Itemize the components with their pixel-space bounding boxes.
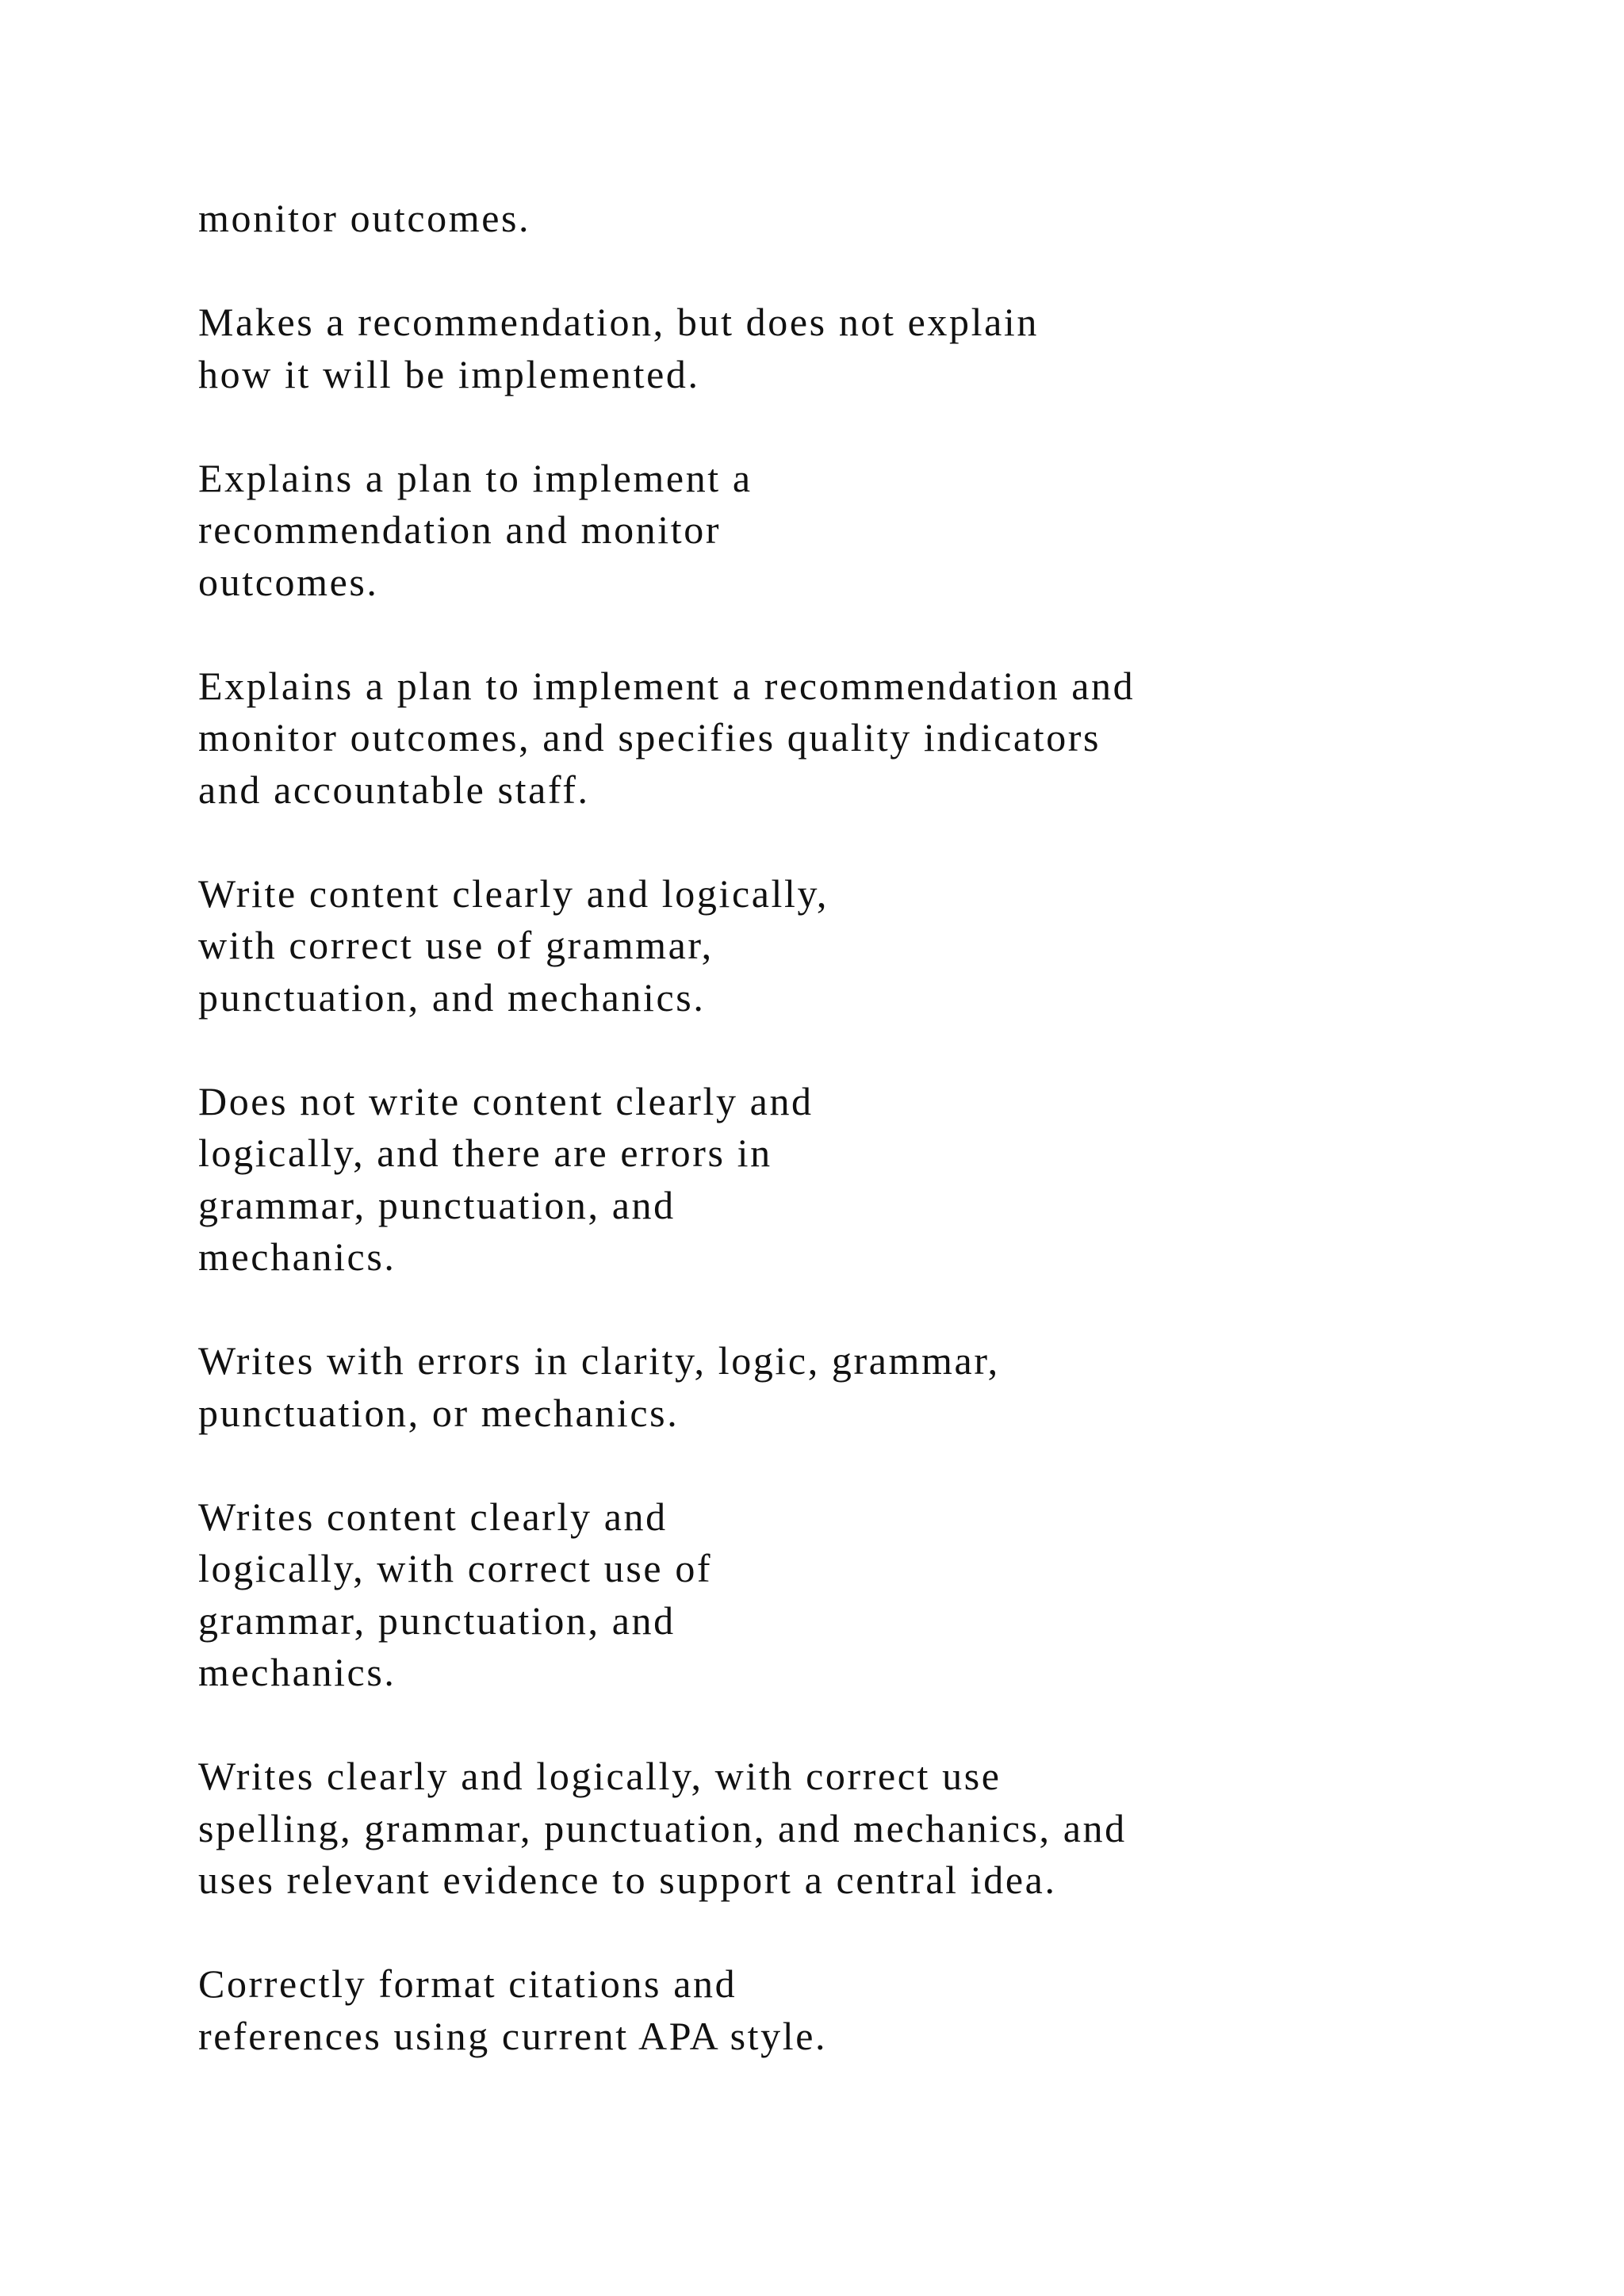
text-line: Explains a plan to implement a [198,455,753,500]
text-line: Makes a recommendation, but does not explain [198,300,1039,344]
text-line: Explains a plan to implement a recommendation and [198,663,1136,708]
paragraph-10 [198,1958,1546,2062]
text-line: logically, with correct use of [198,1546,713,1590]
paragraph-6 [198,1076,1546,1284]
paragraph-2 [198,297,1546,400]
paragraph-1 [198,193,1546,245]
paragraph-9 [198,1751,1546,1907]
text-line: and accountable staff. [198,767,590,812]
text-line: Writes with errors in clarity, logic, grammar, [198,1338,1000,1383]
text-line: Correctly format citations and [198,1961,737,2006]
paragraph-5 [198,868,1546,1024]
text-line: Write content clearly and logically, [198,871,829,916]
text-line: monitor outcomes, and specifies quality indicators [198,715,1101,760]
text-line: Writes clearly and logically, with correct use [198,1754,1002,1798]
text-line: references using current APA style. [198,2013,828,2058]
document-body [198,193,1546,2114]
text-line: grammar, punctuation, and [198,1182,676,1227]
paragraph-4 [198,660,1546,817]
paragraph-7 [198,1335,1546,1439]
text-line: recommendation and monitor [198,507,722,552]
text-line: spelling, grammar, punctuation, and mechanics, and [198,1805,1127,1850]
text-line: how it will be implemented. [198,351,700,396]
text-line: uses relevant evidence to support a central idea. [198,1858,1057,1902]
text-line: Writes content clearly and [198,1494,668,1539]
text-line: mechanics. [198,1234,396,1279]
paragraph-8 [198,1491,1546,1699]
text-line: logically, and there are errors in [198,1131,772,1175]
paragraph-3 [198,453,1546,609]
text-line: with correct use of grammar, [198,923,714,967]
text-line: outcomes. [198,559,379,604]
text-line: punctuation, or mechanics. [198,1390,680,1435]
text-line: grammar, punctuation, and [198,1598,676,1643]
text-line: mechanics. [198,1650,396,1694]
text-line: Does not write content clearly and [198,1078,814,1123]
text-line: monitor outcomes. [198,196,531,240]
text-line: punctuation, and mechanics. [198,974,706,1020]
